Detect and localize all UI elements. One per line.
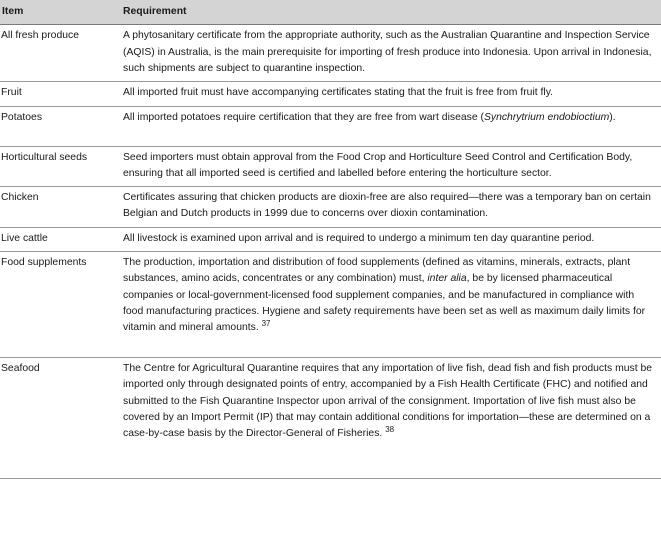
requirement-text: All imported potatoes require certification that they are free from wart disease ( — [123, 111, 484, 123]
table-row — [0, 82, 661, 106]
item-cell: Seafood — [0, 358, 123, 479]
item-cell: Horticultural seeds — [0, 146, 123, 187]
table-row — [0, 187, 661, 228]
requirement-cell — [123, 106, 661, 146]
item-cell: Fruit — [0, 82, 123, 106]
table-header-row — [0, 0, 661, 25]
requirement-cell: Certificates assuring that chicken products are dioxin-free are also required—there was a temporary ban on certain Belgian and Dutch products in 1999 due to concerns over dioxin contamination. — [123, 187, 661, 228]
footnote-marker: 37 — [261, 319, 271, 329]
latin-phrase: inter alia — [427, 273, 467, 285]
header-item: Item — [0, 0, 123, 25]
requirement-cell: All imported fruit must have accompanying certificates stating that the fruit is free from fruit fly. — [123, 82, 661, 106]
item-cell: Live cattle — [0, 227, 123, 251]
requirement-cell — [123, 252, 661, 358]
requirement-text: The production, importation and distribution of food supplements (defined as vitamins, minerals, extracts, plant substances, amino acids, concentrates or any combination) must, — [123, 257, 631, 285]
table-row — [0, 25, 661, 82]
requirement-cell — [123, 358, 661, 479]
item-cell: Food supplements — [0, 252, 123, 358]
item-cell: All fresh produce — [0, 25, 123, 82]
requirement-cell: A phytosanitary certificate from the appropriate authority, such as the Australian Quarantine and Inspection Service (AQIS) in Australia, is the main prerequisite for importing of fresh produce into Indonesia. Upon arrival in Indonesia, such shipments are subject to quarantine inspection. — [123, 25, 661, 82]
footnote-marker: 38 — [385, 425, 395, 435]
requirement-text: , be by licensed pharmaceutical companies or local-government-licensed food supplement companies, and be manufactured in compliance with food manufacturing practices. Hygiene and safety requirements have been set as well as maximum daily limits for vitamin and mineral amounts. — [123, 273, 646, 334]
header-requirement: Requirement — [123, 0, 661, 25]
species-name: Synchrytrium endobioctium — [483, 111, 610, 123]
requirement-text: ). — [609, 111, 616, 123]
table-row — [0, 252, 661, 358]
requirement-cell: Seed importers must obtain approval from the Food Crop and Horticulture Seed Control and Certification Body, ensuring that all imported seed is certified and labelled before entering the horticulture sector. — [123, 146, 661, 187]
table-row — [0, 106, 661, 146]
requirement-cell: All livestock is examined upon arrival and is required to undergo a minimum ten day quarantine period. — [123, 227, 661, 251]
item-cell: Chicken — [0, 187, 123, 228]
requirement-text: The Centre for Agricultural Quarantine requires that any importation of live fish, dead fish and fish products must be imported only through designated points of entry, accompanied by a Fish Health Certificate (FHC) and notified and submitted to the Fish Quarantine Inspector upon arrival of the consignment. Importation of live fish must also be covered by an Import Permit (IP) that may contain additional conditions for importation—these are determined on a case-by-case basis by the Director-General of Fisheries. — [123, 363, 653, 440]
item-cell: Potatoes — [0, 106, 123, 146]
table-row — [0, 358, 661, 479]
table-row — [0, 227, 661, 251]
table-row — [0, 146, 661, 187]
